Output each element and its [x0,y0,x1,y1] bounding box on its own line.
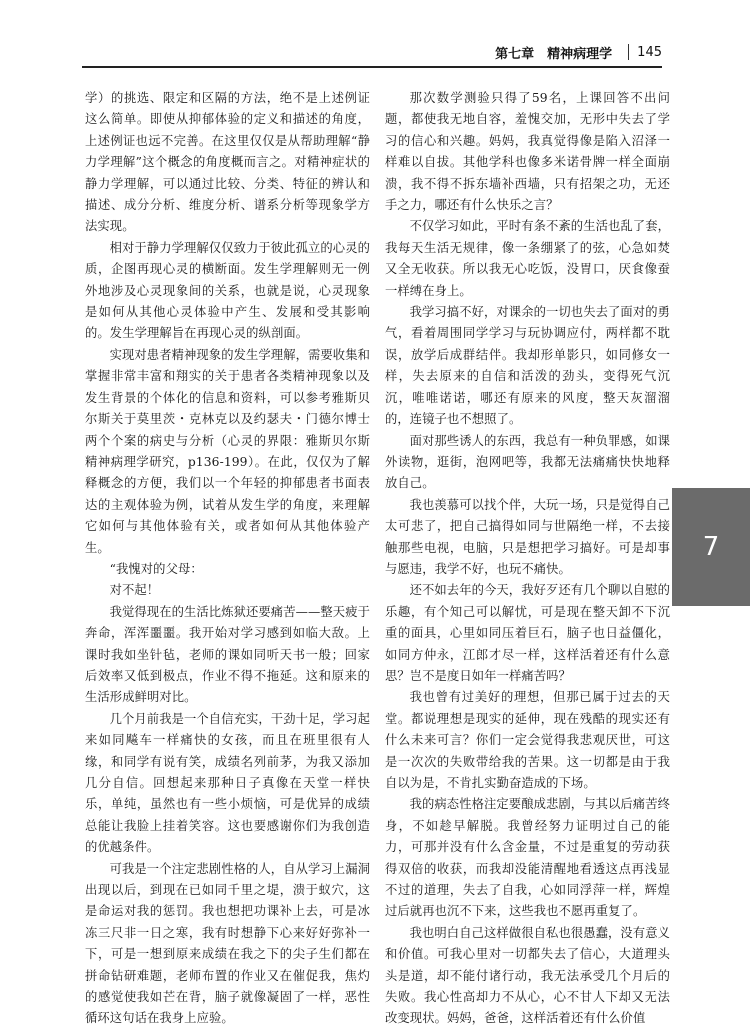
paragraph: 学）的挑选、限定和区隔的方法，绝不是上述例证这么简单。即使从抑郁体验的定义和描述的角度，上述例证也远不完善。在这里仅仅是从帮助理解“静力学理解”这个概念的角度概而言之。对精神症状的静力学理解，可以通过比较、分类、特征的辨认和描述、成分分析、维度分析、谱系分析等现象学方法实现。 [85,91,370,234]
paragraph: 面对那些诱人的东西，我总有一种负罪感，如课外读物，逛街，泡网吧等，我都无法痛痛快快地释放自己。 [385,433,670,491]
header-divider [628,44,629,60]
letter-apology: 对不起！ [109,583,160,598]
paragraph: 我也曾有过美好的理想，但那已属于过去的天堂。都说理想是现实的延伸，现在残酷的现实还有什么未来可言？你们一定会觉得我悲观厌世，可这是一次次的失败带给我的苦果。这一切都是由于我自以为是，不肯扎实勤奋造成的下场。 [385,690,670,790]
chapter-title: 第七章 精神病理学 [495,46,613,62]
paragraph: 那次数学测验只得了59名，上课回答不出问题，都使我无地自容，羞愧交加，无形中失去了学习的信心和兴趣。妈妈，我真觉得像是陷入沼泽一样难以自拔。其他学科也像多米诺骨牌一样全面崩溃，我不得不拆东墙补西墙，只有招架之功，无还手之力，哪还有什么快乐之言？ [385,91,670,213]
letter-salutation: “我愧对的父母： [109,561,203,576]
right-column [385,88,670,1030]
paragraph: 我觉得现在的生活比炼狱还要痛苦——整天疲于奔命，浑浑噩噩。我开始对学习感到如临大敌。上课时我如坐针毡，老师的课如同听天书一般；回家后效率又低到极点，作业不得不拖延。这和原来的生活形成鲜明对比。 [85,604,370,705]
chapter-side-tab: 7 [672,488,750,606]
paragraph: 相对于静力学理解仅仅致力于彼此孤立的心灵的质，企图再现心灵的横断面。发生学理解则无一例外地涉及心灵现象间的关系，也就是说，心灵现象是如何从其他心灵体验中产生、发展和受其影响的。发生学理解旨在再现心灵的纵剖面。 [85,240,370,341]
paragraph: 实现对患者精神现象的发生学理解，需要收集和掌握非常丰富和翔实的关于患者各类精神现象以及发生背景的个体化的信息和资料，可以参考雅斯贝尔斯关于莫里茨・克林克以及约瑟夫・门德尔博士两个个案的病史与分析（心灵的界限：雅斯贝尔斯精神病理学研究，p136-199）。在此，仅仅为了解释概念的方便，我们以一个年轻的抑郁患者书面表达的主观体验为例，试着从发生学的角度，来理解它如何与其他体验有关，或者如何从其他体验产生。 [85,347,370,555]
paragraph: 可我是一个注定悲剧性格的人，自从学习上漏洞出现以后，到现在已如同千里之堤，溃于蚁穴，这是命运对我的惩罚。我也想把功课补上去，可是冰冻三尺非一日之寒，我有时想静下心来好好弥补一下，可是一想到原来成绩在我之下的尖子生们都在拼命钻研难题，老师布置的作业又在催促我，焦灼的感觉使我如芒在背，脑子就像凝固了一样，恶性循环这句话在我身上应验。 [85,861,370,1026]
paragraph: 我的病态性格注定要酿成悲剧，与其以后痛苦终身，不如趁早解脱。我曾经努力证明过自己的能力，可那并没有什么含金量，不过是重复的劳动获得双倍的收获，而我却没能清醒地看透这点再浅显不过的道理，失去了自我，心如同浮萍一样，辉煌过后就再也沉不下来，这些我也不愿再重复了。 [385,797,670,919]
paragraph: 我也羡慕可以找个伴，大玩一场，只是觉得自己太可悲了，把自己搞得如同与世隔绝一样，不去接触那些电视，电脑，只是想把学习搞好。可是却事与愿违，我学不好，也玩不痛快。 [385,497,670,576]
running-header [82,38,662,68]
page-number: 145 [637,44,662,60]
paragraph: 几个月前我是一个自信充实，干劲十足，学习起来如同飚车一样痛快的女孩，而且在班里很有人缘，和同学有说有笑，成绩名列前茅，为我又添加几分自信。回想起来那种日子真像在天堂一样快乐，单纯，虽然也有一些小烦恼，可是优异的成绩总能让我脸上挂着笑容。这也要感谢你们为我创造的优越条件。 [85,711,370,855]
left-column [85,88,370,1030]
paragraph: 还不如去年的今天，我好歹还有几个聊以自慰的乐趣，有个知己可以解忧，可是现在整天卸不下沉重的面具，心里如同压着巨石，脑子也日益僵化，如同方仲永，江郎才尽一样，这样活着还有什么意思？岂不是度日如年一样痛苦吗？ [385,583,670,683]
paragraph: 不仅学习如此，平时有条不紊的生活也乱了套，我每天生活无规律，像一条绷紧了的弦，心急如焚又全无收获。所以我无心吃饭，没胃口，厌食像蚕一样缚在身上。 [385,219,670,298]
paragraph: 我学习搞不好，对课余的一切也失去了面对的勇气，看着周围同学学习与玩协调应付，两样都不耽误，放学后成群结伴。我却形单影只，如同修女一样，失去原来的自信和活泼的劲头，变得死气沉沉，唯唯诺诺，哪还有原来的风度，整天灰溜溜的，连镜子也不想照了。 [385,305,670,427]
paragraph: 我也明白自己这样做很自私也很愚蠢，没有意义和价值。可我心里对一切都失去了信心，大道理头头是道，却不能付诸行动，我无法承受几个月后的失败。我心性高却力不从心，心不甘人下却又无法改变现状。妈妈，爸爸，这样活着还有什么价值 [385,925,670,1026]
